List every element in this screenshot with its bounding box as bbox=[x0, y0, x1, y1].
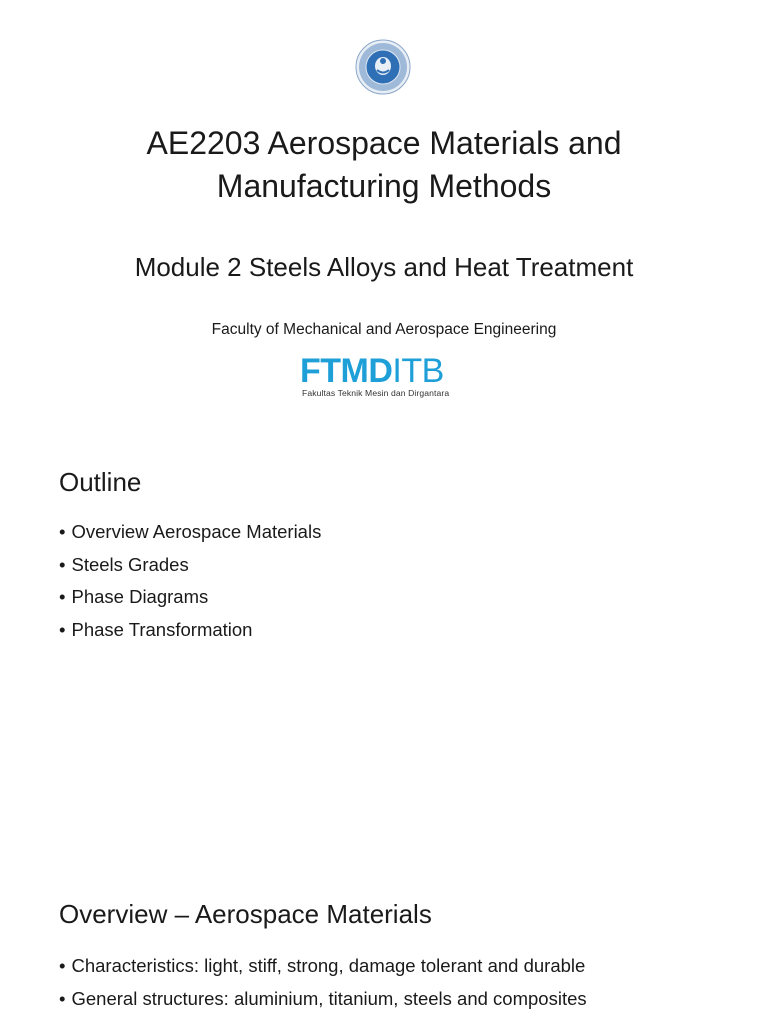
overview-heading: Overview – Aerospace Materials bbox=[59, 899, 432, 929]
logo-wordmark bbox=[300, 354, 444, 388]
list-item: • Overview Aerospace Materials bbox=[59, 516, 321, 549]
title-slide bbox=[0, 0, 768, 433]
outline-list bbox=[59, 516, 321, 646]
list-item: • Phase Diagrams bbox=[59, 581, 321, 614]
list-item: • General structures: aluminium, titanium, steels and composites bbox=[59, 983, 587, 1016]
logo-wordmark-bold: FTMD bbox=[300, 352, 393, 390]
module-subtitle: Module 2 Steels Alloys and Heat Treatment bbox=[134, 252, 634, 282]
overview-slide bbox=[0, 866, 768, 1024]
title-line-2: Manufacturing Methods bbox=[216, 168, 552, 204]
outline-heading: Outline bbox=[59, 467, 142, 497]
logo-wordmark-light: ITB bbox=[392, 352, 444, 390]
outline-slide bbox=[0, 433, 768, 866]
list-item: • Steels Grades bbox=[59, 549, 321, 582]
page-title bbox=[60, 122, 708, 208]
logo-tagline: Fakultas Teknik Mesin dan Dirgantara bbox=[302, 388, 450, 398]
list-item: • Characteristics: light, stiff, strong, damage tolerant and durable bbox=[59, 950, 587, 983]
itb-seal-icon bbox=[355, 39, 411, 95]
list-item: • Phase Transformation bbox=[59, 614, 321, 647]
faculty-name: Faculty of Mechanical and Aerospace Engineering bbox=[211, 321, 557, 338]
title-line-1: AE2203 Aerospace Materials and bbox=[146, 125, 622, 161]
overview-list bbox=[59, 950, 587, 1015]
ftmd-itb-logo bbox=[300, 352, 472, 402]
